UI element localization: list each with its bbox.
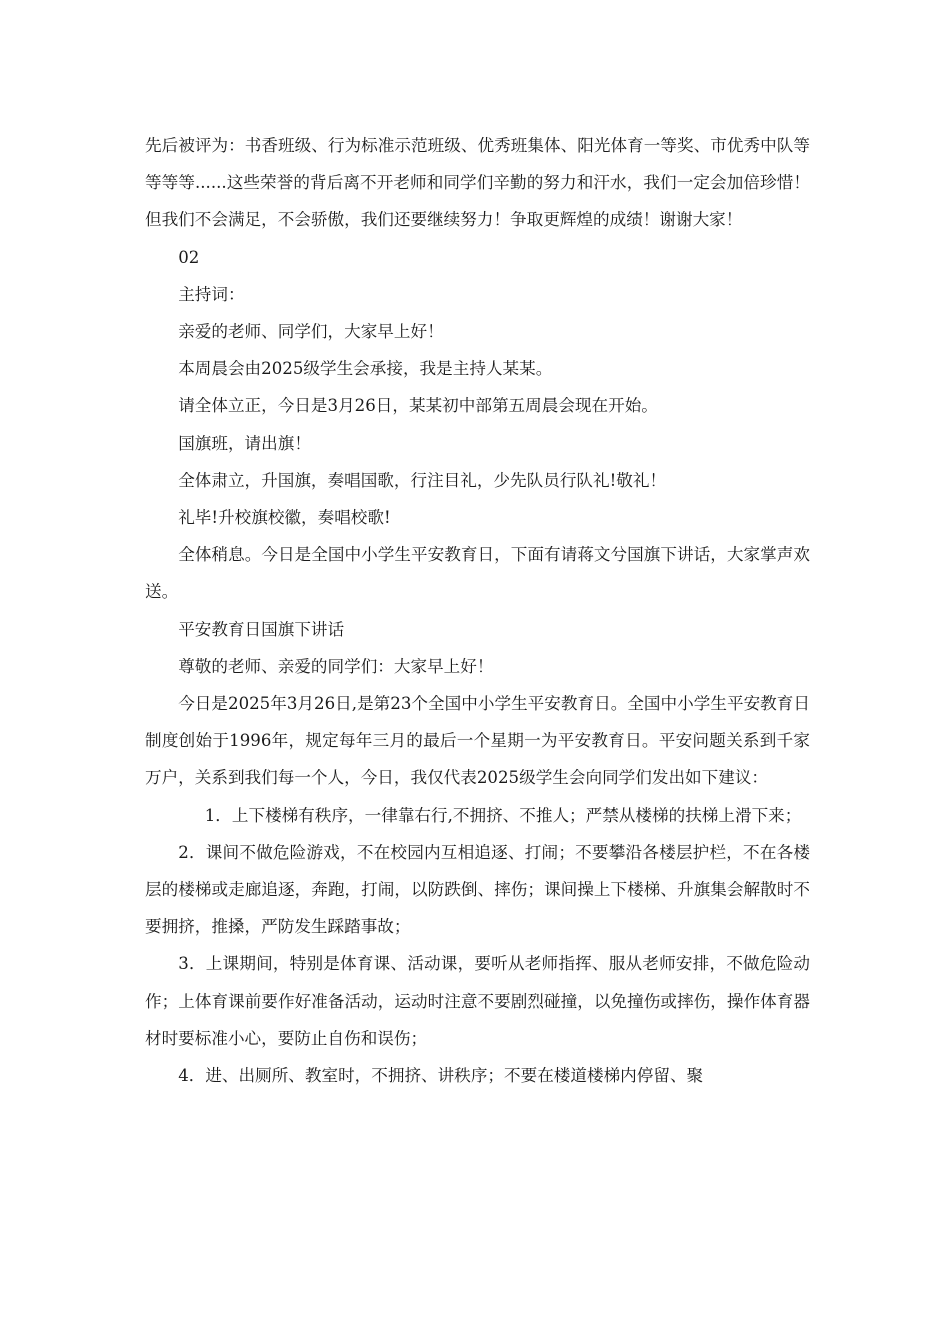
paragraph: 全体稍息。今日是全国中小学生平安教育日，下面有请蒋文兮国旗下讲话，大家掌声欢送。 [145,545,810,602]
list-item: 3．上课期间，特别是体育课、活动课，要听从老师指挥、服从老师安排，不做危险动作；上体育课前要作好准备活动，运动时注意不要剧烈碰撞，以免撞伤或摔伤，操作体育器材时要标准小心，要防止自伤和误伤； [145,954,810,1048]
paragraph: 国旗班，请出旗！ [178,433,311,453]
list-item: 2．课间不做危险游戏，不在校园内互相追逐、打闹；不要攀沿各楼层护栏，不在各楼层的楼梯或走廊追逐，奔跑，打闹，以防跌倒、摔伤；课间操上下楼梯、升旗集会解散时不要拥挤，推搡，严防发生踩踏事故； [145,842,810,937]
paragraph: 亲爱的老师、同学们，大家早上好！ [178,322,444,342]
document-body [145,127,810,1094]
speech-title: 平安教育日国旗下讲话 [178,619,345,639]
section-number: 02 [178,247,200,267]
paragraph: 全体肃立，升国旗，奏唱国歌，行注目礼，少先队员行队礼!敬礼！ [178,470,667,490]
section-heading: 主持词： [178,284,245,304]
speech-greeting: 尊敬的老师、亲爱的同学们：大家早上好！ [178,656,494,676]
list-item: 1．上下楼梯有秩序，一律靠右行,不拥挤、不推人；严禁从楼梯的扶梯上滑下来； [204,805,802,825]
paragraph: 今日是2025年3月26日,是第23个全国中小学生平安教育日。全国中小学生平安教育日制度创始于1996年，规定每年三月的最后一个星期一为平安教育日。平安问题关系到千家万户，关系到我们每一个人，今日，我仅代表2025级学生会向同学们发出如下建议： [145,694,810,788]
list-item: 4．进、出厕所、教室时，不拥挤、讲秩序；不要在楼道楼梯内停留、聚 [178,1066,704,1086]
paragraph: 礼毕!升校旗校徽，奏唱校歌! [178,508,391,528]
paragraph: 先后被评为：书香班级、行为标准示范班级、优秀班集体、阳光体育一等奖、市优秀中队等等等等......这些荣誉的背后离不开老师和同学们辛勤的努力和汗水，我们一定会加倍珍惜！但我们不会满足，不会骄傲，我们还要继续努力！争取更辉煌的成绩！谢谢大家！ [145,136,810,230]
paragraph: 请全体立正，今日是3月26日，某某初中部第五周晨会现在开始。 [178,396,658,416]
paragraph: 本周晨会由2025级学生会承接，我是主持人某某。 [178,359,553,379]
